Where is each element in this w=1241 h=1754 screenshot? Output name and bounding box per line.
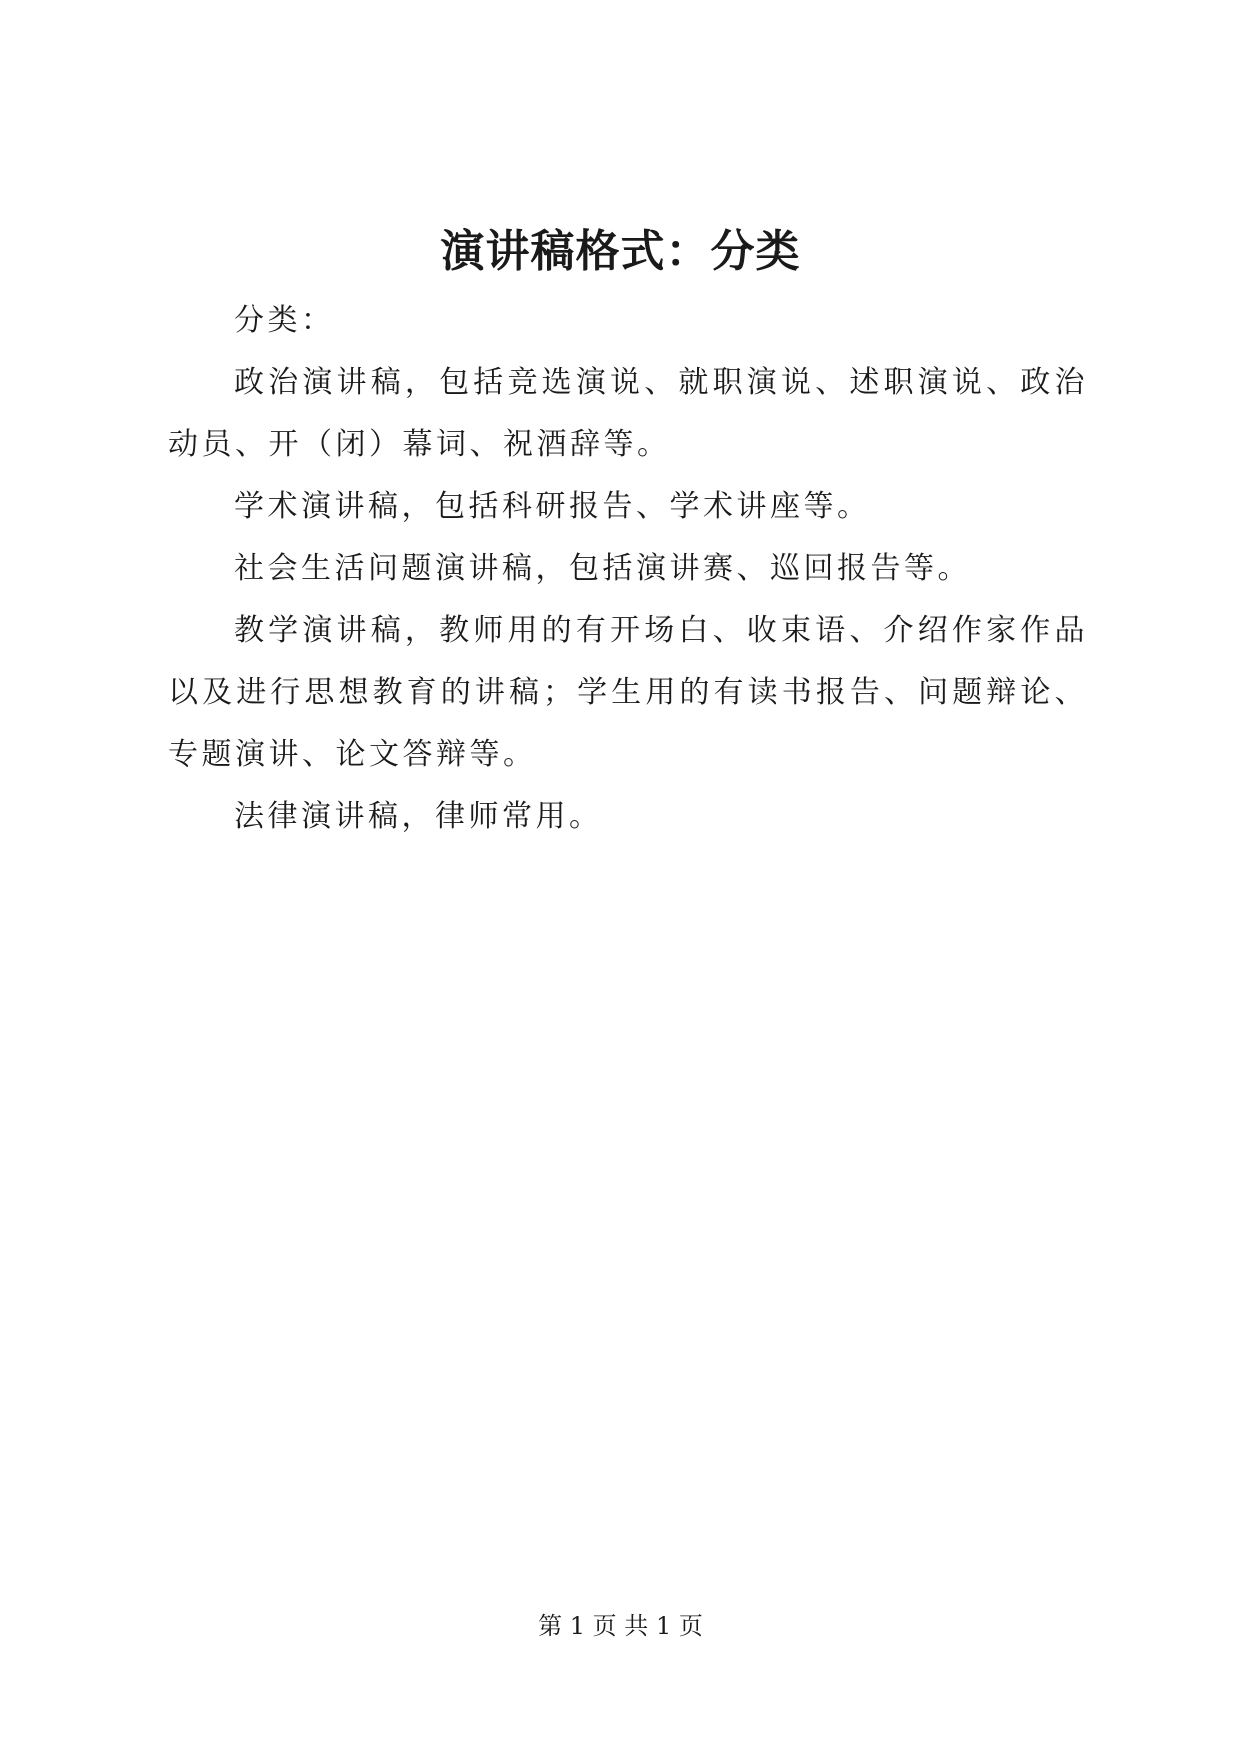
paragraph-category-heading: 分类：	[234, 303, 335, 338]
paragraph-academic-speech: 学术演讲稿，包括科研报告、学术讲座等。	[234, 489, 871, 524]
paragraph-teaching-speech: 教学演讲稿，教师用的有开场白、收束语、介绍作家作品以及进行思想教育的讲稿；学生用的有读书报告、问题辩论、专题演讲、论文答辩等。	[168, 613, 1088, 772]
page-number-footer: 第 1 页 共 1 页	[538, 1612, 703, 1640]
paragraph-legal-speech: 法律演讲稿，律师常用。	[234, 799, 603, 834]
document-title: 演讲稿格式：分类	[440, 226, 801, 277]
document-body	[168, 290, 1088, 848]
paragraph-social-speech: 社会生活问题演讲稿，包括演讲赛、巡回报告等。	[234, 551, 971, 586]
paragraph-political-speech: 政治演讲稿，包括竞选演说、就职演说、述职演说、政治动员、开（闭）幕词、祝酒辞等。	[168, 365, 1088, 462]
